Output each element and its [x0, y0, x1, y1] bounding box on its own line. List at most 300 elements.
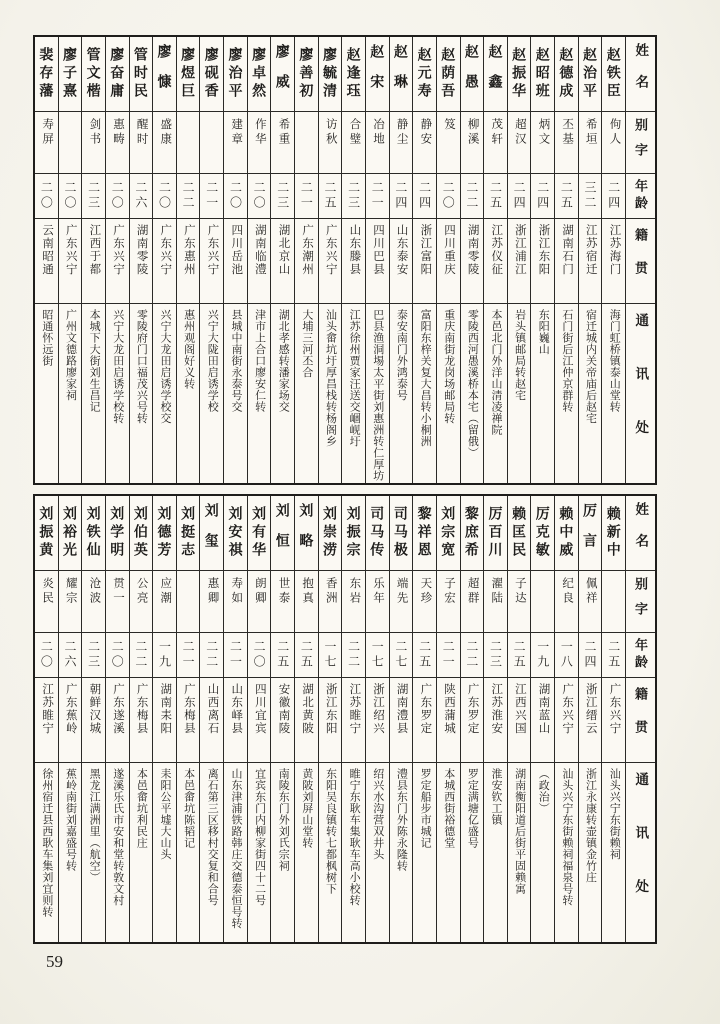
origin-cell: 广东潮州 [295, 219, 318, 304]
origin-cell: 江苏睢宁 [35, 678, 58, 763]
address-cell: 汕头兴宁东街赖祠福泉号转 [560, 768, 573, 906]
entry-column [81, 37, 105, 483]
alias-cell: 乐年 [366, 571, 389, 633]
origin-cell: 四川宜宾 [248, 678, 271, 763]
alias-cell: 希重 [271, 112, 294, 174]
origin-cell: 广东兴宁 [200, 219, 223, 304]
address-cell: 巴县渔洞埸太平街刘惠洲转仁厚坊 [371, 309, 384, 482]
origin-cell: 江西兴国 [508, 678, 531, 763]
age-cell: 二五 [508, 633, 531, 678]
age-cell: 二五 [602, 633, 625, 678]
entry-column [389, 496, 413, 942]
directory-table-top [33, 35, 657, 485]
name-cell: 刘宗宽 [437, 496, 460, 571]
name-cell: 赵振华 [508, 37, 531, 112]
origin-cell: 广东惠州 [177, 219, 200, 304]
alias-cell [177, 112, 200, 174]
address-cell: 睢宁东耿车集耿车高小校转 [348, 768, 361, 906]
origin-cell: 山东滕县 [342, 219, 365, 304]
origin-cell: 湖南石门 [555, 219, 578, 304]
entry-column [81, 496, 105, 942]
origin-cell: 广东兴宁 [319, 219, 342, 304]
age-cell: 二四 [508, 174, 531, 219]
entry-column [365, 496, 389, 942]
address-cell: 湖北孝感转潘家场交 [277, 309, 290, 413]
address-cell: 浙江永康转壶镇金竹庄 [584, 768, 597, 883]
origin-cell: 湖南耒阳 [153, 678, 176, 763]
header-column [625, 496, 655, 942]
name-cell: 黎祥恩 [413, 496, 436, 571]
alias-cell: 寿如 [224, 571, 247, 633]
name-cell: 廖慷 [153, 37, 176, 112]
name-cell: 廖子熹 [59, 37, 82, 112]
name-cell: 刘安祺 [224, 496, 247, 571]
name-cell: 刘铁仙 [82, 496, 105, 571]
address-cell: 罗定船步市城记 [419, 768, 432, 849]
alias-cell [531, 571, 554, 633]
alias-cell: 作华 [248, 112, 271, 174]
origin-cell: 广东兴宁 [153, 219, 176, 304]
name-cell: 刘振黄 [35, 496, 58, 571]
age-cell: 二三 [271, 174, 294, 219]
age-cell: 二四 [390, 174, 413, 219]
address-cell: 罗定满塘亿盛号 [466, 768, 479, 849]
address-cell: 本邑畲坑利民庄 [135, 768, 148, 849]
age-cell: 二〇 [35, 174, 58, 219]
alias-cell: 寿屏 [35, 112, 58, 174]
address-cell: 本城西街裕德堂 [442, 768, 455, 849]
alias-cell: 佝人 [602, 112, 625, 174]
address-cell: 黄陂刘屏山堂转 [300, 768, 313, 849]
age-cell: 一八 [555, 633, 578, 678]
entry-column [412, 496, 436, 942]
column-header-age: 年龄 [626, 174, 655, 219]
address-cell: 津市上合口廖安仁转 [253, 309, 266, 413]
alias-cell: 沧波 [82, 571, 105, 633]
name-cell: 赵荫吾 [437, 37, 460, 112]
address-cell: 东阳巍山 [537, 309, 550, 355]
address-cell: 徐州宿迁县西耿车集刘宜则转 [40, 768, 53, 918]
name-cell: 刘伯英 [130, 496, 153, 571]
name-cell: 赵鑫 [484, 37, 507, 112]
name-cell: 刘德芳 [153, 496, 176, 571]
address-cell: 东阳吴良镇转七都枫树下 [324, 768, 337, 895]
address-cell: 石门街后江仲京群转 [560, 309, 573, 413]
address-cell: 本邑畲坑陈韬记 [182, 768, 195, 849]
age-cell: 二三 [484, 633, 507, 678]
alias-cell: 笈 [437, 112, 460, 174]
age-cell: 二〇 [248, 633, 271, 678]
entry-column [578, 496, 602, 942]
alias-cell [177, 571, 200, 633]
entry-column [247, 37, 271, 483]
entry-column [554, 37, 578, 483]
column-header-origin: 籍贯 [626, 219, 655, 304]
entry-column [223, 496, 247, 942]
address-cell: 惠州观阁好义转 [182, 309, 195, 390]
origin-cell: 广东兴宁 [602, 678, 625, 763]
entry-column [578, 37, 602, 483]
address-cell: 澧县东门外陈永隆转 [395, 768, 408, 872]
entry-column [176, 496, 200, 942]
entry-column [294, 496, 318, 942]
alias-cell: 炳文 [531, 112, 554, 174]
age-cell: 二〇 [153, 174, 176, 219]
alias-cell: 端先 [390, 571, 413, 633]
alias-cell: 希垣 [579, 112, 602, 174]
address-cell: 离石第三区移村交复和合号 [206, 768, 219, 906]
origin-cell: 浙江东阳 [319, 678, 342, 763]
address-cell: 绍兴水沟营双井头 [371, 768, 384, 860]
alias-cell: 朗卿 [248, 571, 271, 633]
address-cell: 兴宁大龙田启诱学校交 [159, 309, 172, 424]
name-cell: 黎庶希 [461, 496, 484, 571]
origin-cell: 山西离石 [200, 678, 223, 763]
alias-cell: 静安 [413, 112, 436, 174]
age-cell: 二〇 [106, 174, 129, 219]
entry-column [436, 37, 460, 483]
name-cell: 赵琳 [390, 37, 413, 112]
origin-cell: 湖南临澧 [248, 219, 271, 304]
entry-column [58, 37, 82, 483]
address-cell: 南陵东门外刘氏宗祠 [277, 768, 290, 872]
age-cell: 二〇 [35, 633, 58, 678]
entry-column [105, 496, 129, 942]
entry-column [601, 496, 625, 942]
alias-cell: 惠畴 [106, 112, 129, 174]
age-cell: 二一 [366, 174, 389, 219]
directory-table-bottom [33, 494, 657, 944]
entry-column [318, 496, 342, 942]
origin-cell: 浙江富阳 [413, 219, 436, 304]
column-header-alias: 别字 [626, 112, 655, 174]
alias-cell: 东岩 [342, 571, 365, 633]
address-cell: 本城下大街刘生昌记 [88, 309, 101, 413]
alias-cell: 丕基 [555, 112, 578, 174]
alias-cell: 香洲 [319, 571, 342, 633]
origin-cell: 湖北黄陂 [295, 678, 318, 763]
entry-column [199, 37, 223, 483]
origin-cell: 浙江缙云 [579, 678, 602, 763]
origin-cell: 湖南蓝山 [531, 678, 554, 763]
address-cell: 黑龙江满洲里（航空） [88, 768, 101, 883]
alias-cell: 公亮 [130, 571, 153, 633]
alias-cell: 冶地 [366, 112, 389, 174]
column-header-address: 通讯处 [633, 313, 649, 474]
address-cell: 富阳东梓关复大昌转小桐洲 [419, 309, 432, 447]
name-cell: 刘恒 [271, 496, 294, 571]
address-cell: 昭通怀远街 [40, 309, 53, 367]
name-cell: 刘崇涝 [319, 496, 342, 571]
age-cell: 二〇 [437, 174, 460, 219]
alias-cell: 柳溪 [461, 112, 484, 174]
address-cell: 汕头畲坑圩厚昌栈转杨阁乡 [324, 309, 337, 447]
origin-cell: 广东兴宁 [555, 678, 578, 763]
name-cell: 管时民 [130, 37, 153, 112]
entry-column [270, 37, 294, 483]
entry-column [152, 496, 176, 942]
alias-cell: 炎民 [35, 571, 58, 633]
origin-cell: 江苏淮安 [484, 678, 507, 763]
name-cell: 赵昭班 [531, 37, 554, 112]
origin-cell: 四川重庆 [437, 219, 460, 304]
age-cell: 二〇 [248, 174, 271, 219]
age-cell: 二四 [413, 174, 436, 219]
entry-column [35, 37, 58, 483]
alias-cell: 合璧 [342, 112, 365, 174]
name-cell: 管文楷 [82, 37, 105, 112]
name-cell: 刘有华 [248, 496, 271, 571]
origin-cell: 湖北京山 [271, 219, 294, 304]
address-cell: 本邑北门外洋山清凌禅院 [489, 309, 502, 436]
origin-cell: 广东罗定 [461, 678, 484, 763]
origin-cell: 四川岳池 [224, 219, 247, 304]
address-cell: （政治） [537, 768, 550, 814]
age-cell: 二五 [319, 174, 342, 219]
entry-column [530, 496, 554, 942]
name-cell: 廖善初 [295, 37, 318, 112]
age-cell: 二四 [579, 633, 602, 678]
column-header-alias: 别字 [626, 571, 655, 633]
address-cell: 广州文德路廖家祠 [64, 309, 77, 401]
name-cell: 司马极 [390, 496, 413, 571]
entry-column [483, 37, 507, 483]
origin-cell: 山东泰安 [390, 219, 413, 304]
name-cell: 赵德成 [555, 37, 578, 112]
column-header-age: 年龄 [626, 633, 655, 678]
age-cell: 二七 [390, 633, 413, 678]
origin-cell: 四川巴县 [366, 219, 389, 304]
age-cell: 二六 [59, 633, 82, 678]
entry-column [389, 37, 413, 483]
origin-cell: 江西于都 [82, 219, 105, 304]
name-cell: 廖毓清 [319, 37, 342, 112]
address-cell: 兴宁大陇田启诱学校 [206, 309, 219, 413]
name-cell: 廖治平 [224, 37, 247, 112]
alias-cell: 访秋 [319, 112, 342, 174]
address-cell: 岩头镇邮局转赵宅 [513, 309, 526, 401]
name-cell: 赵逢珏 [342, 37, 365, 112]
origin-cell: 山东峄县 [224, 678, 247, 763]
entry-column [270, 496, 294, 942]
entry-column [507, 37, 531, 483]
origin-cell: 广东梅县 [130, 678, 153, 763]
age-cell: 二二 [461, 174, 484, 219]
name-cell: 刘裕光 [59, 496, 82, 571]
name-cell: 廖煜巨 [177, 37, 200, 112]
page-number: 59 [46, 952, 63, 971]
entry-column [507, 496, 531, 942]
name-cell: 刘振宗 [342, 496, 365, 571]
entry-column [341, 496, 365, 942]
alias-cell [59, 112, 82, 174]
address-cell: 耒阳公平墟大山头 [159, 768, 172, 860]
entry-column [460, 496, 484, 942]
address-cell: 宜宾东门内柳家街四十二号 [253, 768, 266, 906]
alias-cell: 静尘 [390, 112, 413, 174]
address-cell: 海门虹桥镇泰山堂转 [608, 309, 621, 413]
alias-cell: 应潮 [153, 571, 176, 633]
origin-cell: 陕西蒲城 [437, 678, 460, 763]
age-cell: 二二 [130, 633, 153, 678]
age-cell: 一九 [153, 633, 176, 678]
name-cell: 刘学明 [106, 496, 129, 571]
alias-cell: 建章 [224, 112, 247, 174]
origin-cell: 浙江绍兴 [366, 678, 389, 763]
name-cell: 赵治平 [579, 37, 602, 112]
address-cell: 蕉岭南街刘嘉盛号转 [64, 768, 77, 872]
name-cell: 厉百川 [484, 496, 507, 571]
age-cell: 二五 [555, 174, 578, 219]
age-cell: 二六 [130, 174, 153, 219]
column-header-name: 姓名 [626, 496, 655, 571]
origin-cell: 朝鲜汉城 [82, 678, 105, 763]
name-cell: 赵宋 [366, 37, 389, 112]
name-cell: 赵铁臣 [602, 37, 625, 112]
entry-column [129, 496, 153, 942]
entry-column [199, 496, 223, 942]
alias-cell: 茂轩 [484, 112, 507, 174]
origin-cell: 湖南零陵 [130, 219, 153, 304]
entry-column [341, 37, 365, 483]
address-cell: 江苏徐州贾家汪送交崓岘圩 [348, 309, 361, 447]
column-header-name: 姓名 [626, 37, 655, 112]
origin-cell: 江苏海门 [602, 219, 625, 304]
column-header-origin: 籍贯 [626, 678, 655, 763]
name-cell: 厉言 [579, 496, 602, 571]
age-cell: 二四 [602, 174, 625, 219]
name-cell: 赖匡民 [508, 496, 531, 571]
header-column [625, 37, 655, 483]
entry-column [530, 37, 554, 483]
age-cell: 二〇 [59, 174, 82, 219]
alias-cell: 耀宗 [59, 571, 82, 633]
entry-column [105, 37, 129, 483]
alias-cell: 子达 [508, 571, 531, 633]
age-cell: 二三 [82, 633, 105, 678]
entry-column [436, 496, 460, 942]
age-cell: 二〇 [224, 174, 247, 219]
age-cell: 二五 [413, 633, 436, 678]
alias-cell: 子宏 [437, 571, 460, 633]
name-cell: 廖威 [271, 37, 294, 112]
entry-column [223, 37, 247, 483]
entry-column [460, 37, 484, 483]
age-cell: 二五 [484, 174, 507, 219]
age-cell: 二一 [295, 174, 318, 219]
entry-column [554, 496, 578, 942]
origin-cell: 安徽南陵 [271, 678, 294, 763]
name-cell: 赵愚 [461, 37, 484, 112]
age-cell: 二二 [342, 633, 365, 678]
origin-cell: 云南昭通 [35, 219, 58, 304]
origin-cell: 江苏睢宁 [342, 678, 365, 763]
entry-column [483, 496, 507, 942]
name-cell: 廖奋庸 [106, 37, 129, 112]
age-cell: 二二 [177, 174, 200, 219]
address-cell: 山东津浦铁路韩庄交德泰恒号转 [229, 768, 242, 929]
address-cell: 汕头兴宁东街赖祠 [608, 768, 621, 860]
alias-cell: 佩祥 [579, 571, 602, 633]
origin-cell: 广东遂溪 [106, 678, 129, 763]
age-cell: 一九 [531, 633, 554, 678]
name-cell: 裴存藩 [35, 37, 58, 112]
address-cell: 大埔三河丕合 [300, 309, 313, 378]
alias-cell: 贯一 [106, 571, 129, 633]
origin-cell: 浙江东阳 [531, 219, 554, 304]
entry-column [35, 496, 58, 942]
origin-cell: 广东罗定 [413, 678, 436, 763]
age-cell: 二一 [177, 633, 200, 678]
age-cell: 二一 [224, 633, 247, 678]
address-cell: 县城中南街永泰号交 [229, 309, 242, 413]
entry-column [601, 37, 625, 483]
alias-cell: 盛康 [153, 112, 176, 174]
age-cell: 二一 [200, 174, 223, 219]
age-cell: 二〇 [106, 633, 129, 678]
entry-column [365, 37, 389, 483]
age-cell: 二三 [342, 174, 365, 219]
address-cell: 遂溪乐氏市安和堂转敦文村 [111, 768, 124, 906]
alias-cell: 惠卿 [200, 571, 223, 633]
name-cell: 刘略 [295, 496, 318, 571]
name-cell: 赖新中 [602, 496, 625, 571]
entry-column [294, 37, 318, 483]
address-cell: 重庆南街龙岗场邮局转 [442, 309, 455, 424]
alias-cell: 濯陆 [484, 571, 507, 633]
origin-cell: 浙江浦江 [508, 219, 531, 304]
name-cell: 刘挺志 [177, 496, 200, 571]
origin-cell: 湖南澧县 [390, 678, 413, 763]
alias-cell: 抱真 [295, 571, 318, 633]
entry-column [152, 37, 176, 483]
origin-cell: 江苏宿迁 [579, 219, 602, 304]
entry-column [247, 496, 271, 942]
address-cell: 湖南衡阳道后街平固赖寓 [513, 768, 526, 895]
age-cell: 三二 [579, 174, 602, 219]
alias-cell: 天珍 [413, 571, 436, 633]
origin-cell: 广东兴宁 [106, 219, 129, 304]
alias-cell [295, 112, 318, 174]
entry-column [176, 37, 200, 483]
origin-cell: 广东梅县 [177, 678, 200, 763]
name-cell: 司马传 [366, 496, 389, 571]
name-cell: 赖中威 [555, 496, 578, 571]
alias-cell [602, 571, 625, 633]
address-cell: 宿迁城内关帝庙后赵宅 [584, 309, 597, 424]
column-header-address: 通讯处 [633, 772, 649, 933]
entry-column [412, 37, 436, 483]
origin-cell: 广东兴宁 [59, 219, 82, 304]
alias-cell: 世泰 [271, 571, 294, 633]
age-cell: 二五 [295, 633, 318, 678]
age-cell: 二三 [82, 174, 105, 219]
alias-cell: 醒时 [130, 112, 153, 174]
entry-column [58, 496, 82, 942]
alias-cell [200, 112, 223, 174]
name-cell: 赵元寿 [413, 37, 436, 112]
alias-cell: 剑书 [82, 112, 105, 174]
age-cell: 二一 [437, 633, 460, 678]
age-cell: 二二 [461, 633, 484, 678]
age-cell: 二四 [531, 174, 554, 219]
entry-column [129, 37, 153, 483]
age-cell: 一七 [366, 633, 389, 678]
address-cell: 泰安南门外鸿泰号 [395, 309, 408, 401]
alias-cell: 超群 [461, 571, 484, 633]
name-cell: 刘玺 [200, 496, 223, 571]
origin-cell: 广东蕉岭 [59, 678, 82, 763]
